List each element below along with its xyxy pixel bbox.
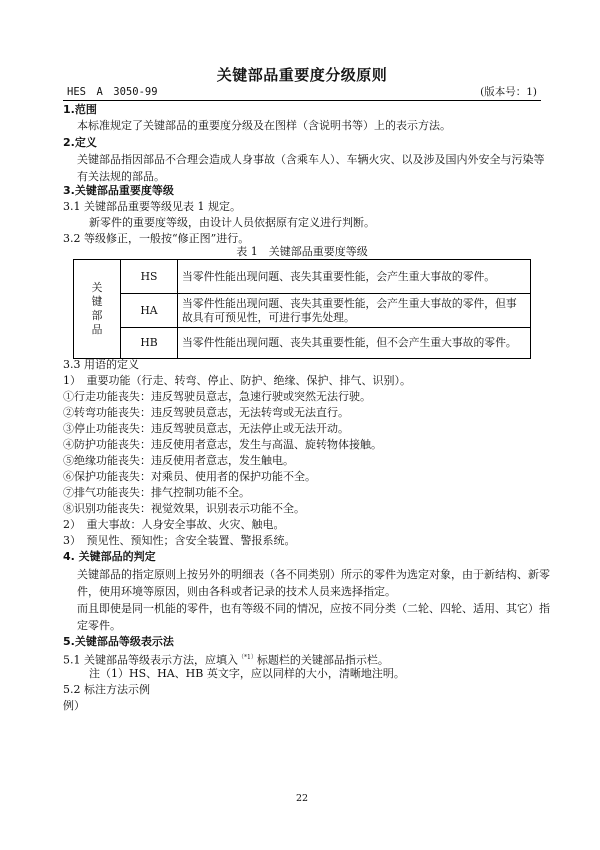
doc-number: HES A 3050-99 xyxy=(67,86,158,98)
term-item: 2） 重大事故：人身安全事故、火灾、触电。 xyxy=(63,518,285,531)
section-4-heading: 4. 关键部品的判定 xyxy=(63,550,156,563)
section-5-heading: 5.关键部品等级表示法 xyxy=(63,635,174,648)
level-code: HA xyxy=(121,294,178,328)
section-3-1: 3.1 关键部品重要等级见表 1 规定。 xyxy=(63,200,241,213)
term-item: ②转弯功能丧失：违反驾驶员意志，无法转弯或无法直行。 xyxy=(63,406,349,419)
section-5-2: 5.2 标注方法示例 xyxy=(63,683,150,696)
version-number: (版本号：1) xyxy=(480,86,537,98)
table-row xyxy=(74,328,531,359)
importance-level-table xyxy=(73,259,531,359)
term-item: 3） 预见性、预知性；含安全装置、警报系统。 xyxy=(63,534,296,547)
level-code: HB xyxy=(121,328,178,359)
section-3-1-note: 新零件的重要度等级，由设计人员依据原有定义进行判断。 xyxy=(89,216,375,229)
level-description: 当零件性能出现问题、丧失其重要性能，会产生重大事故的零件。 xyxy=(178,260,531,294)
section-2-text: 关键部品指因部品不合理会造成人身事故（含乘车人）、车辆火灾、以及涉及国内外安全与污染等有关法规的部品。 xyxy=(77,153,545,183)
section-3-3: 3.3 用语的定义 xyxy=(63,358,139,371)
table-category-cell xyxy=(74,260,121,359)
level-description: 当零件性能出现问题、丧失其重要性能，但不会产生重大事故的零件。 xyxy=(178,328,531,359)
table-row xyxy=(74,294,531,328)
term-item: 1） 重要功能（行走、转弯、停止、防护、绝缘、保护、排气、识别）。 xyxy=(63,374,411,387)
section-5-1-text: 5.1 关键部品等级表示方法，应填入 xyxy=(63,653,238,667)
section-1-heading: 1.范围 xyxy=(63,103,97,116)
table-row xyxy=(74,260,531,294)
section-1-text: 本标准规定了关键部品的重要度分级及在图样（含说明书等）上的表示方法。 xyxy=(77,119,451,132)
section-5-1-text-end: 标题栏的关键部品指示栏。 xyxy=(256,653,389,667)
example-label: 例） xyxy=(63,699,85,712)
section-3-heading: 3.关键部品重要度等级 xyxy=(63,184,174,197)
section-2-heading: 2.定义 xyxy=(63,136,97,149)
section-3-2: 3.2 等级修正，一般按“修正图”进行。 xyxy=(63,232,250,245)
term-item: ⑦排气功能丧失：排气控制功能不全。 xyxy=(63,486,250,499)
term-item: ①行走功能丧失：违反驾驶员意志，急速行驶或突然无法行驶。 xyxy=(63,390,371,403)
level-code: HS xyxy=(121,260,178,294)
document-header xyxy=(63,84,541,101)
term-item: ⑧识别功能丧失：视觉效果，识别表示功能不全。 xyxy=(63,502,305,515)
term-item: ③停止功能丧失：违反驾驶员意志，无法停止或无法开动。 xyxy=(63,422,349,435)
footnote-marker: （*1） xyxy=(238,654,257,661)
table-caption: 表 1 关键部品重要度等级 xyxy=(236,245,368,258)
page-number: 22 xyxy=(295,793,309,804)
term-item: ④防护功能丧失：违反使用者意志，发生与高温、旋转物体接触。 xyxy=(63,438,382,451)
term-item: ⑥保护功能丧失：对乘员、使用者的保护功能不全。 xyxy=(63,470,316,483)
category-label: 关键部品 xyxy=(91,281,103,336)
section-4-paragraph-1: 关键部品的指定原则上按另外的明细表（各不同类别）所示的零件为选定对象，由于新结构、新零件，使用环境等原因，则由各科或者记录的技术人员来选择指定。 xyxy=(77,568,550,598)
section-5-note: 注（1）HS、HA、HB 英文字，应以同样的大小，清晰地注明。 xyxy=(89,667,405,680)
section-4-paragraph-2: 而且即使是同一机能的零件，也有等级不同的情况，应按不同分类（二轮、四轮、适用、其它）指定零件。 xyxy=(77,602,550,632)
level-description: 当零件性能出现问题、丧失其重要性能，会产生重大事故的零件，但事故具有可预见性，可进行事先处理。 xyxy=(178,294,531,328)
page-title: 关键部品重要度分级原则 xyxy=(216,66,388,84)
term-item: ⑤绝缘功能丧失：违反使用者意志，发生触电。 xyxy=(63,454,294,467)
